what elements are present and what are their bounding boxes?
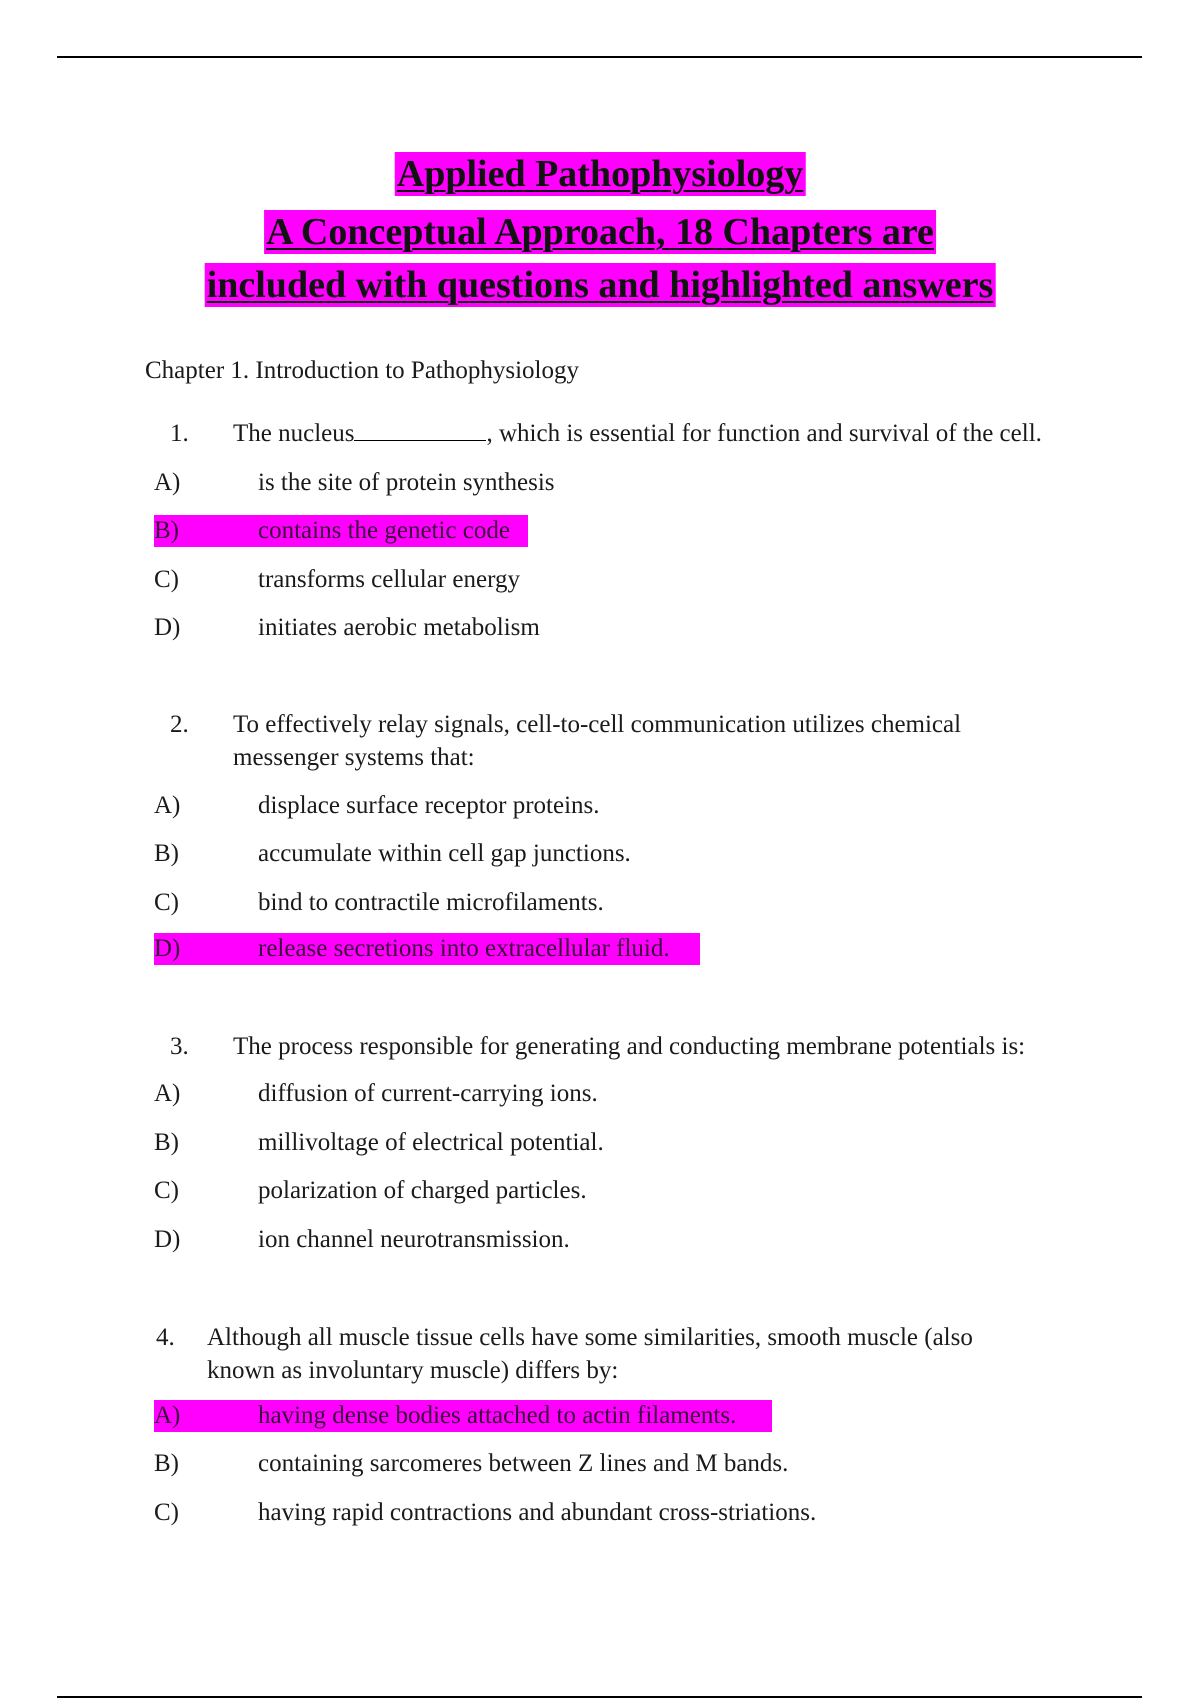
option-2d-highlighted-answer: D) release secretions into extracellular fluid. [154, 933, 700, 965]
title-line-2: A Conceptual Approach, 18 Chapters are [266, 211, 934, 253]
chapter-heading: Chapter 1. Introduction to Pathophysiology [145, 357, 579, 384]
question-number: 1. [170, 420, 189, 447]
question-number: 3. [170, 1033, 189, 1060]
option-4a-highlighted-answer: A) having dense bodies attached to actin filaments. [154, 1400, 772, 1432]
title-line-1: Applied Pathophysiology [396, 153, 804, 195]
top-rule [57, 56, 1142, 58]
bottom-rule [57, 1696, 1142, 1698]
question-text: The process responsible for generating and conducting membrane potentials is: [233, 1033, 1026, 1060]
question-text: To effectively relay signals, cell-to-cell communication utilizes chemical messenger systems that: [233, 711, 962, 771]
answer-blank [354, 418, 486, 441]
option-1b-highlighted-answer: B) contains the genetic code [154, 515, 528, 547]
question-text: Although all muscle tissue cells have some similarities, smooth muscle (also known as involuntary muscle) differs by: [207, 1324, 973, 1384]
question-number: 2. [170, 711, 189, 738]
question-number: 4. [156, 1324, 175, 1351]
title-line-3: included with questions and highlighted answers [206, 264, 994, 306]
question-text: The nucleus , which is essential for function and survival of the cell. [233, 420, 1042, 447]
